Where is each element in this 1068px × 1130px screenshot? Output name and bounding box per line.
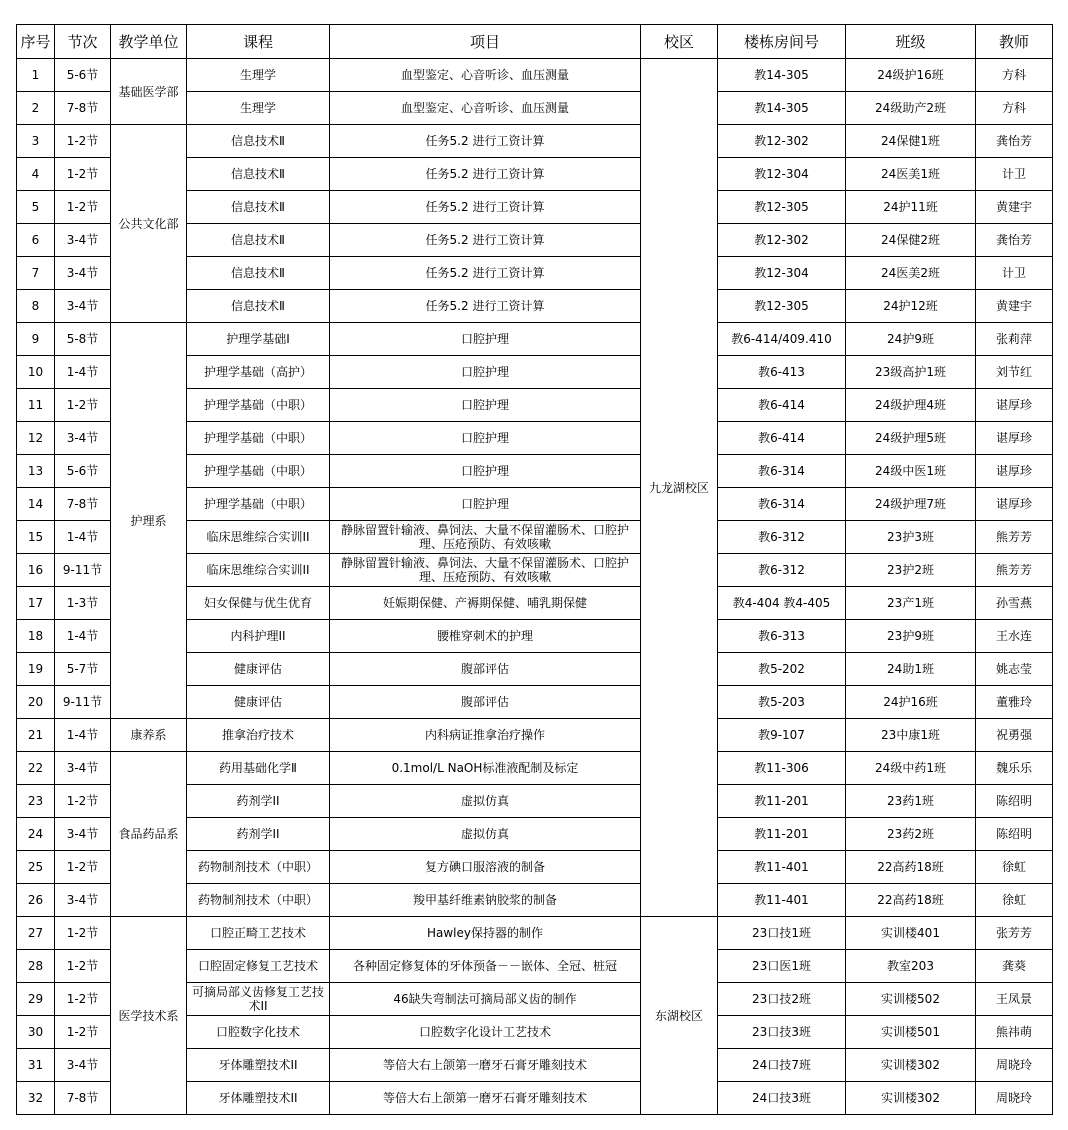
period-cell: 1-2节 [55, 917, 111, 950]
teacher-cell: 祝勇强 [976, 719, 1053, 752]
project-cell: Hawley保持器的制作 [330, 917, 641, 950]
class-cell: 23中康1班 [846, 719, 976, 752]
row-number: 30 [17, 1016, 55, 1049]
project-cell: 妊娠期保健、产褥期保健、哺乳期保健 [330, 587, 641, 620]
course-cell: 临床思维综合实训II [187, 554, 330, 587]
period-cell: 1-2节 [55, 950, 111, 983]
course-cell: 信息技术Ⅱ [187, 290, 330, 323]
project-cell: 任务5.2 进行工资计算 [330, 191, 641, 224]
room-cell: 教11-401 [718, 884, 846, 917]
teaching-unit-cell: 医学技术系 [111, 917, 187, 1115]
project-cell: 静脉留置针输液、鼻饲法、大量不保留灌肠术、口腔护理、压疮预防、有效咳嗽 [330, 554, 641, 587]
room-cell: 教6-312 [718, 521, 846, 554]
row-number: 2 [17, 92, 55, 125]
room-cell: 教6-313 [718, 620, 846, 653]
room-cell: 教12-304 [718, 158, 846, 191]
teacher-cell: 计卫 [976, 257, 1053, 290]
class-cell: 24医美1班 [846, 158, 976, 191]
teacher-cell: 龚怡芳 [976, 125, 1053, 158]
header-project: 项目 [330, 25, 641, 59]
project-cell: 口腔护理 [330, 455, 641, 488]
class-cell: 23护9班 [846, 620, 976, 653]
class-cell: 实训楼501 [846, 1016, 976, 1049]
teacher-cell: 陈绍明 [976, 785, 1053, 818]
teacher-cell: 周晓玲 [976, 1082, 1053, 1115]
project-cell: 口腔护理 [330, 323, 641, 356]
course-cell: 护理学基础（高护） [187, 356, 330, 389]
course-cell: 口腔正畸工艺技术 [187, 917, 330, 950]
project-cell: 任务5.2 进行工资计算 [330, 257, 641, 290]
row-number: 23 [17, 785, 55, 818]
class-cell: 实训楼401 [846, 917, 976, 950]
class-cell: 实训楼302 [846, 1082, 976, 1115]
project-cell: 46缺失弯制法可摘局部义齿的制作 [330, 983, 641, 1016]
teaching-unit-cell: 公共文化部 [111, 125, 187, 323]
room-cell: 教11-306 [718, 752, 846, 785]
course-cell: 信息技术Ⅱ [187, 191, 330, 224]
project-cell: 虚拟仿真 [330, 785, 641, 818]
row-number: 16 [17, 554, 55, 587]
project-cell: 口腔护理 [330, 422, 641, 455]
class-cell: 24助1班 [846, 653, 976, 686]
project-cell: 腹部评估 [330, 686, 641, 719]
period-cell: 3-4节 [55, 224, 111, 257]
teacher-cell: 龚葵 [976, 950, 1053, 983]
teacher-cell: 董雅玲 [976, 686, 1053, 719]
header-class: 班级 [846, 25, 976, 59]
period-cell: 1-2节 [55, 125, 111, 158]
table-row [17, 125, 1053, 158]
period-cell: 1-2节 [55, 785, 111, 818]
teacher-cell: 方科 [976, 59, 1053, 92]
period-cell: 1-3节 [55, 587, 111, 620]
row-number: 25 [17, 851, 55, 884]
project-cell: 静脉留置针输液、鼻饲法、大量不保留灌肠术、口腔护理、压疮预防、有效咳嗽 [330, 521, 641, 554]
project-cell: 血型鉴定、心音听诊、血压测量 [330, 92, 641, 125]
room-cell: 教9-107 [718, 719, 846, 752]
table-row [17, 719, 1053, 752]
row-number: 3 [17, 125, 55, 158]
project-cell: 口腔护理 [330, 356, 641, 389]
period-cell: 5-7节 [55, 653, 111, 686]
period-cell: 5-8节 [55, 323, 111, 356]
teaching-unit-cell: 基础医学部 [111, 59, 187, 125]
period-cell: 3-4节 [55, 818, 111, 851]
class-cell: 23药2班 [846, 818, 976, 851]
period-cell: 7-8节 [55, 92, 111, 125]
period-cell: 3-4节 [55, 290, 111, 323]
room-cell: 23口技3班 [718, 1016, 846, 1049]
project-cell: 任务5.2 进行工资计算 [330, 125, 641, 158]
row-number: 15 [17, 521, 55, 554]
room-cell: 23口医1班 [718, 950, 846, 983]
teacher-cell: 孙雪燕 [976, 587, 1053, 620]
header-row [17, 25, 1053, 59]
period-cell: 1-2节 [55, 191, 111, 224]
row-number: 17 [17, 587, 55, 620]
header-teacher: 教师 [976, 25, 1053, 59]
course-cell: 生理学 [187, 59, 330, 92]
period-cell: 3-4节 [55, 422, 111, 455]
row-number: 1 [17, 59, 55, 92]
project-cell: 口腔护理 [330, 488, 641, 521]
class-cell: 22高药18班 [846, 884, 976, 917]
project-cell: 任务5.2 进行工资计算 [330, 158, 641, 191]
schedule-table [16, 24, 1053, 1115]
table-row [17, 59, 1053, 92]
project-cell: 任务5.2 进行工资计算 [330, 290, 641, 323]
class-cell: 24级助产2班 [846, 92, 976, 125]
header-campus: 校区 [641, 25, 718, 59]
row-number: 7 [17, 257, 55, 290]
room-cell: 教14-305 [718, 59, 846, 92]
teacher-cell: 方科 [976, 92, 1053, 125]
course-cell: 生理学 [187, 92, 330, 125]
teacher-cell: 谌厚珍 [976, 488, 1053, 521]
class-cell: 24级护16班 [846, 59, 976, 92]
room-cell: 教4-404 教4-405 [718, 587, 846, 620]
class-cell: 24护16班 [846, 686, 976, 719]
table-row [17, 917, 1053, 950]
room-cell: 教14-305 [718, 92, 846, 125]
row-number: 20 [17, 686, 55, 719]
table-row [17, 752, 1053, 785]
period-cell: 1-4节 [55, 521, 111, 554]
room-cell: 24口技7班 [718, 1049, 846, 1082]
row-number: 29 [17, 983, 55, 1016]
row-number: 24 [17, 818, 55, 851]
room-cell: 教6-312 [718, 554, 846, 587]
class-cell: 24保健1班 [846, 125, 976, 158]
period-cell: 1-4节 [55, 719, 111, 752]
course-cell: 护理学基础（中职） [187, 389, 330, 422]
class-cell: 24保健2班 [846, 224, 976, 257]
class-cell: 23护3班 [846, 521, 976, 554]
project-cell: 口腔数字化设计工艺技术 [330, 1016, 641, 1049]
room-cell: 教12-304 [718, 257, 846, 290]
course-cell: 妇女保健与优生优育 [187, 587, 330, 620]
period-cell: 7-8节 [55, 488, 111, 521]
teacher-cell: 熊芳芳 [976, 554, 1053, 587]
course-cell: 护理学基础（中职） [187, 455, 330, 488]
project-cell: 等倍大右上颌第一磨牙石膏牙雕刻技术 [330, 1049, 641, 1082]
project-cell: 腰椎穿刺术的护理 [330, 620, 641, 653]
room-cell: 教12-305 [718, 290, 846, 323]
project-cell: 血型鉴定、心音听诊、血压测量 [330, 59, 641, 92]
course-cell: 口腔固定修复工艺技术 [187, 950, 330, 983]
period-cell: 3-4节 [55, 752, 111, 785]
class-cell: 24级中药1班 [846, 752, 976, 785]
room-cell: 教6-314 [718, 455, 846, 488]
class-cell: 实训楼502 [846, 983, 976, 1016]
course-cell: 药物制剂技术（中职） [187, 884, 330, 917]
class-cell: 24级中医1班 [846, 455, 976, 488]
schedule-body [17, 59, 1053, 1115]
header-no: 序号 [17, 25, 55, 59]
course-cell: 护理学基础I [187, 323, 330, 356]
row-number: 14 [17, 488, 55, 521]
class-cell: 24级护理5班 [846, 422, 976, 455]
period-cell: 1-2节 [55, 983, 111, 1016]
class-cell: 24级护理4班 [846, 389, 976, 422]
teacher-cell: 计卫 [976, 158, 1053, 191]
room-cell: 教5-203 [718, 686, 846, 719]
teacher-cell: 熊芳芳 [976, 521, 1053, 554]
campus-cell: 东湖校区 [641, 917, 718, 1115]
room-cell: 教6-314 [718, 488, 846, 521]
teaching-unit-cell: 护理系 [111, 323, 187, 719]
project-cell: 内科病证推拿治疗操作 [330, 719, 641, 752]
course-cell: 牙体雕塑技术II [187, 1049, 330, 1082]
project-cell: 虚拟仿真 [330, 818, 641, 851]
class-cell: 24护11班 [846, 191, 976, 224]
class-cell: 23药1班 [846, 785, 976, 818]
course-cell: 内科护理II [187, 620, 330, 653]
header-room: 楼栋房间号 [718, 25, 846, 59]
teacher-cell: 张芳芳 [976, 917, 1053, 950]
period-cell: 5-6节 [55, 59, 111, 92]
course-cell: 药剂学II [187, 818, 330, 851]
row-number: 22 [17, 752, 55, 785]
class-cell: 24级护理7班 [846, 488, 976, 521]
class-cell: 22高药18班 [846, 851, 976, 884]
period-cell: 3-4节 [55, 1049, 111, 1082]
room-cell: 教11-201 [718, 785, 846, 818]
row-number: 31 [17, 1049, 55, 1082]
class-cell: 23产1班 [846, 587, 976, 620]
room-cell: 23口技1班 [718, 917, 846, 950]
table-row [17, 323, 1053, 356]
campus-cell: 九龙湖校区 [641, 59, 718, 917]
room-cell: 教5-202 [718, 653, 846, 686]
teacher-cell: 谌厚珍 [976, 389, 1053, 422]
row-number: 9 [17, 323, 55, 356]
course-cell: 可摘局部义齿修复工艺技术II [187, 983, 330, 1016]
row-number: 19 [17, 653, 55, 686]
class-cell: 实训楼302 [846, 1049, 976, 1082]
period-cell: 3-4节 [55, 884, 111, 917]
project-cell: 任务5.2 进行工资计算 [330, 224, 641, 257]
project-cell: 各种固定修复体的牙体预备－－嵌体、全冠、桩冠 [330, 950, 641, 983]
course-cell: 信息技术Ⅱ [187, 224, 330, 257]
period-cell: 1-4节 [55, 356, 111, 389]
course-cell: 口腔数字化技术 [187, 1016, 330, 1049]
header-period: 节次 [55, 25, 111, 59]
room-cell: 教6-414 [718, 422, 846, 455]
course-cell: 健康评估 [187, 686, 330, 719]
teaching-unit-cell: 康养系 [111, 719, 187, 752]
header-course: 课程 [187, 25, 330, 59]
course-cell: 健康评估 [187, 653, 330, 686]
row-number: 12 [17, 422, 55, 455]
room-cell: 教6-413 [718, 356, 846, 389]
room-cell: 23口技2班 [718, 983, 846, 1016]
room-cell: 教11-401 [718, 851, 846, 884]
teacher-cell: 陈绍明 [976, 818, 1053, 851]
teacher-cell: 姚志莹 [976, 653, 1053, 686]
course-cell: 推拿治疗技术 [187, 719, 330, 752]
row-number: 5 [17, 191, 55, 224]
room-cell: 教11-201 [718, 818, 846, 851]
room-cell: 教12-305 [718, 191, 846, 224]
project-cell: 复方碘口服溶液的制备 [330, 851, 641, 884]
period-cell: 1-2节 [55, 851, 111, 884]
row-number: 18 [17, 620, 55, 653]
row-number: 26 [17, 884, 55, 917]
teacher-cell: 谌厚珍 [976, 455, 1053, 488]
period-cell: 7-8节 [55, 1082, 111, 1115]
teacher-cell: 王凤景 [976, 983, 1053, 1016]
class-cell: 24护9班 [846, 323, 976, 356]
teacher-cell: 魏乐乐 [976, 752, 1053, 785]
teacher-cell: 王水连 [976, 620, 1053, 653]
period-cell: 1-2节 [55, 389, 111, 422]
project-cell: 等倍大右上颌第一磨牙石膏牙雕刻技术 [330, 1082, 641, 1115]
row-number: 28 [17, 950, 55, 983]
room-cell: 教6-414/409.410 [718, 323, 846, 356]
teaching-unit-cell: 食品药品系 [111, 752, 187, 917]
row-number: 10 [17, 356, 55, 389]
row-number: 21 [17, 719, 55, 752]
course-cell: 药剂学II [187, 785, 330, 818]
period-cell: 1-4节 [55, 620, 111, 653]
project-cell: 腹部评估 [330, 653, 641, 686]
period-cell: 1-2节 [55, 1016, 111, 1049]
teacher-cell: 刘节红 [976, 356, 1053, 389]
room-cell: 24口技3班 [718, 1082, 846, 1115]
room-cell: 教12-302 [718, 224, 846, 257]
course-cell: 护理学基础（中职） [187, 488, 330, 521]
course-cell: 信息技术Ⅱ [187, 257, 330, 290]
teacher-cell: 黄建宇 [976, 290, 1053, 323]
course-cell: 临床思维综合实训II [187, 521, 330, 554]
room-cell: 教12-302 [718, 125, 846, 158]
period-cell: 9-11节 [55, 686, 111, 719]
row-number: 13 [17, 455, 55, 488]
teacher-cell: 黄建宇 [976, 191, 1053, 224]
row-number: 27 [17, 917, 55, 950]
period-cell: 1-2节 [55, 158, 111, 191]
teacher-cell: 周晓玲 [976, 1049, 1053, 1082]
project-cell: 0.1mol/L NaOH标准液配制及标定 [330, 752, 641, 785]
class-cell: 23护2班 [846, 554, 976, 587]
period-cell: 9-11节 [55, 554, 111, 587]
teacher-cell: 龚怡芳 [976, 224, 1053, 257]
class-cell: 24医美2班 [846, 257, 976, 290]
teacher-cell: 谌厚珍 [976, 422, 1053, 455]
teacher-cell: 熊祎萌 [976, 1016, 1053, 1049]
row-number: 4 [17, 158, 55, 191]
teacher-cell: 徐虹 [976, 884, 1053, 917]
course-cell: 信息技术Ⅱ [187, 158, 330, 191]
row-number: 11 [17, 389, 55, 422]
project-cell: 口腔护理 [330, 389, 641, 422]
course-cell: 信息技术Ⅱ [187, 125, 330, 158]
teacher-cell: 张莉萍 [976, 323, 1053, 356]
row-number: 8 [17, 290, 55, 323]
course-cell: 药用基础化学Ⅱ [187, 752, 330, 785]
period-cell: 5-6节 [55, 455, 111, 488]
row-number: 6 [17, 224, 55, 257]
course-cell: 牙体雕塑技术II [187, 1082, 330, 1115]
header-unit: 教学单位 [111, 25, 187, 59]
course-cell: 护理学基础（中职） [187, 422, 330, 455]
class-cell: 教室203 [846, 950, 976, 983]
course-cell: 药物制剂技术（中职） [187, 851, 330, 884]
teacher-cell: 徐虹 [976, 851, 1053, 884]
project-cell: 羧甲基纤维素钠胶浆的制备 [330, 884, 641, 917]
room-cell: 教6-414 [718, 389, 846, 422]
period-cell: 3-4节 [55, 257, 111, 290]
class-cell: 23级高护1班 [846, 356, 976, 389]
row-number: 32 [17, 1082, 55, 1115]
class-cell: 24护12班 [846, 290, 976, 323]
